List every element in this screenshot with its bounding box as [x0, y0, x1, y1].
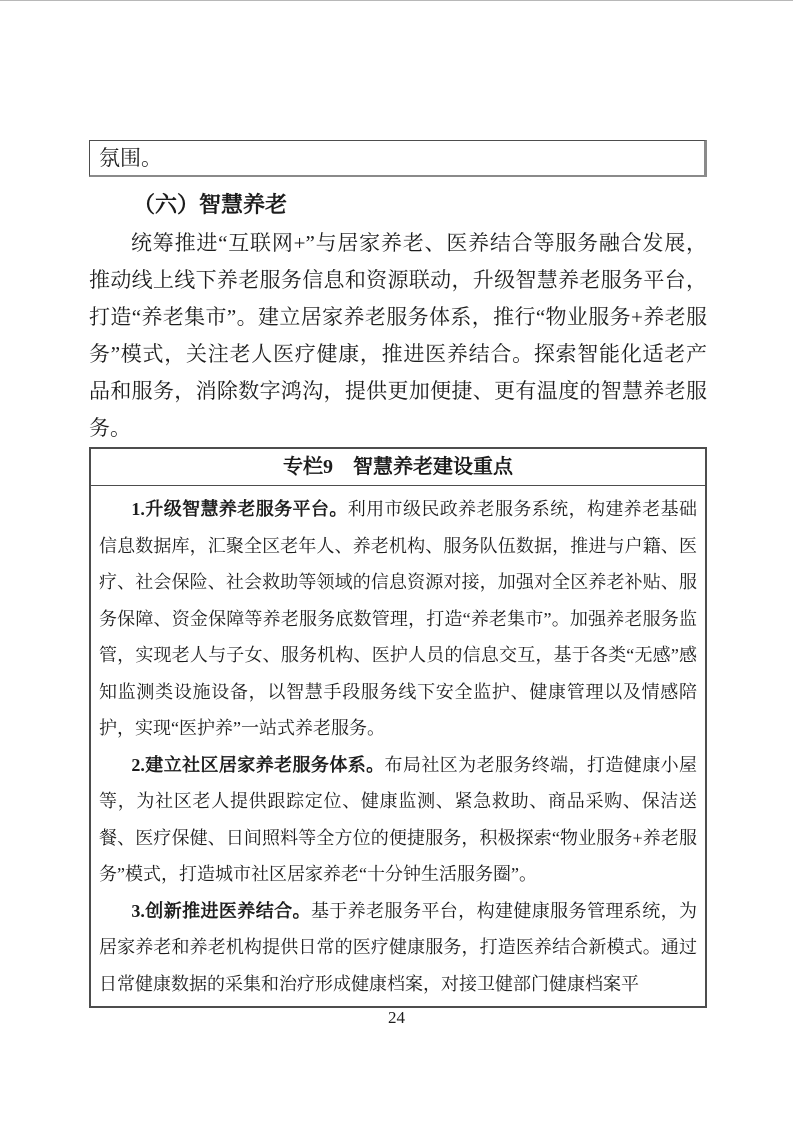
section-paragraph: 统筹推进“互联网+”与居家养老、医养结合等服务融合发展，推动线上线下养老服务信息和资源联动，升级智慧养老服务平台，打造“养老集市”。建立居家养老服务体系，推行“物业服务+养老服务”模式，关注老人医疗健康，推进医养结合。探索智能化适老产品和服务，消除数字鸿沟，提供更加便捷、更有温度的智慧养老服务。: [89, 231, 707, 440]
column-box-title: 专栏9 智慧养老建设重点: [91, 449, 705, 486]
column-item-1-lead: 1.升级智慧养老服务平台。: [131, 499, 348, 519]
section-heading: （六）智慧养老: [133, 192, 288, 217]
page-content: [89, 140, 707, 1008]
column-item-2-lead: 2.建立社区居家养老服务体系。: [131, 754, 385, 775]
page-number: 24: [388, 1008, 405, 1027]
page-top-edge: [0, 0, 793, 1]
column-box: [89, 447, 707, 1008]
column-item-3-body: 基于养老服务平台，构建健康服务管理系统，为居家养老和养老机构提供日常的医疗健康服务，打造医养结合新模式。通过日常健康数据的采集和治疗形成健康档案，对接卫健部门健康档案平: [99, 900, 698, 994]
column-box-content: [91, 486, 705, 1006]
carryover-text-box: [89, 140, 707, 177]
column-item-1: [99, 491, 697, 747]
column-item-3-lead: 3.创新推进医养结合。: [131, 900, 311, 921]
column-item-1-body: 利用市级民政养老服务系统，构建养老基础信息数据库，汇聚全区老年人、养老机构、服务队伍数据，推进与户籍、医疗、社会保险、社会救助等领域的信息资源对接，加强对全区养老补贴、服务保障、资金保障等养老服务底数管理，打造“养老集市”。加强养老服务监管，实现老人与子女、服务机构、医护人员的信息交互，基于各类“无感”感知监测类设施设备，以智慧手段服务线下安全监护、健康管理以及情感陪护，实现“医护养”一站式养老服务。: [99, 499, 697, 738]
column-item-3: [99, 893, 697, 1003]
column-item-2-body: 布局社区为老服务终端，打造健康小屋等，为社区老人提供跟踪定位、健康监测、紧急救助、商品采购、保洁送餐、医疗保健、日间照料等全方位的便捷服务，积极探索“物业服务+养老服务”模式，打造城市社区居家养老“十分钟生活服务圈”。: [99, 754, 698, 884]
column-item-2: [99, 747, 697, 893]
carryover-text: 氛围。: [99, 146, 162, 170]
